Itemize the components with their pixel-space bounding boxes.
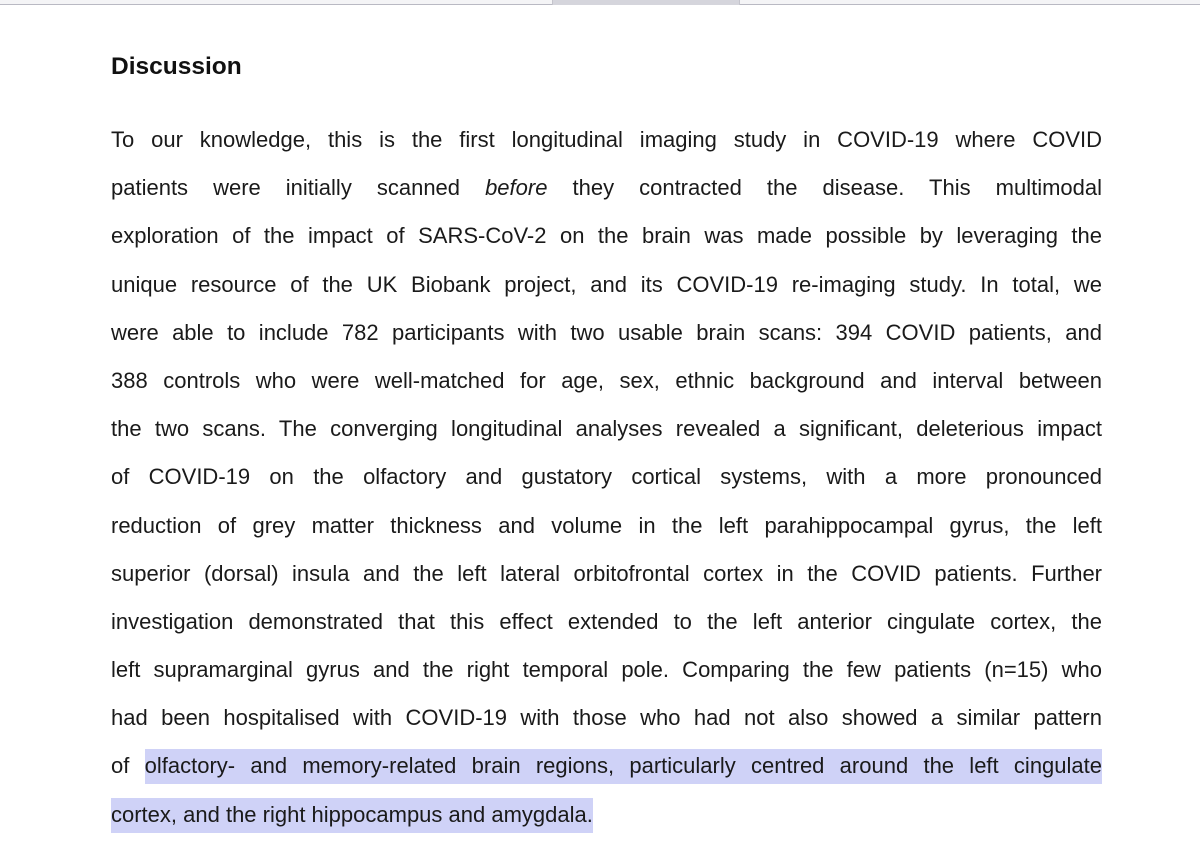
paragraph-text: patients were initially scanned [111, 175, 486, 201]
emphasis-text: before [485, 175, 548, 201]
section-heading: Discussion [111, 53, 242, 80]
paragraph-line: To our knowledge, this is the first longitudinal imaging study in COVID-19 where COVID [111, 127, 1102, 152]
paragraph-line: exploration of the impact of SARS-CoV-2 on the brain was made possible by leveraging the [111, 223, 1102, 249]
document-page [111, 48, 1102, 827]
selected-text-highlight[interactable]: cortex, and the right hippocampus and amygdala. [111, 798, 593, 833]
paragraph-line: 388 controls who were well-matched for age, sex, ethnic background and interval between [111, 367, 1102, 393]
paragraph-line: of COVID-19 on the olfactory and gustatory cortical systems, with a more pronounced [111, 464, 1102, 490]
window-top-tab [552, 0, 740, 5]
paragraph-line: had been hospitalised with COVID-19 with those who had not also showed a similar pattern [111, 705, 1102, 731]
paragraph-line [111, 164, 1102, 212]
paragraph-line: unique resource of the UK Biobank project, and its COVID-19 re-imaging study. In total, we [111, 271, 1102, 297]
paragraph-line [111, 742, 1102, 790]
paragraph-line: reduction of grey matter thickness and volume in the left parahippocampal gyrus, the left [111, 512, 1102, 538]
paragraph-line: the two scans. The converging longitudinal analyses revealed a significant, deleterious impact [111, 416, 1102, 442]
paragraph-line: superior (dorsal) insula and the left lateral orbitofrontal cortex in the COVID patients. Further [111, 560, 1102, 586]
discussion-paragraph[interactable] [111, 116, 1102, 839]
paragraph-line: investigation demonstrated that this effect extended to the left anterior cingulate cortex, the [111, 608, 1102, 634]
paragraph-line [111, 791, 1102, 839]
paragraph-text: of [111, 753, 145, 779]
paragraph-line: were able to include 782 participants with two usable brain scans: 394 COVID patients, and [111, 319, 1102, 345]
paragraph-line: left supramarginal gyrus and the right temporal pole. Comparing the few patients (n=15) who [111, 657, 1102, 683]
paragraph-text: they contracted the disease. This multimodal [547, 175, 1102, 201]
selected-text-highlight[interactable]: olfactory- and memory-related brain regions, particularly centred around the left cingulate [145, 749, 1102, 784]
